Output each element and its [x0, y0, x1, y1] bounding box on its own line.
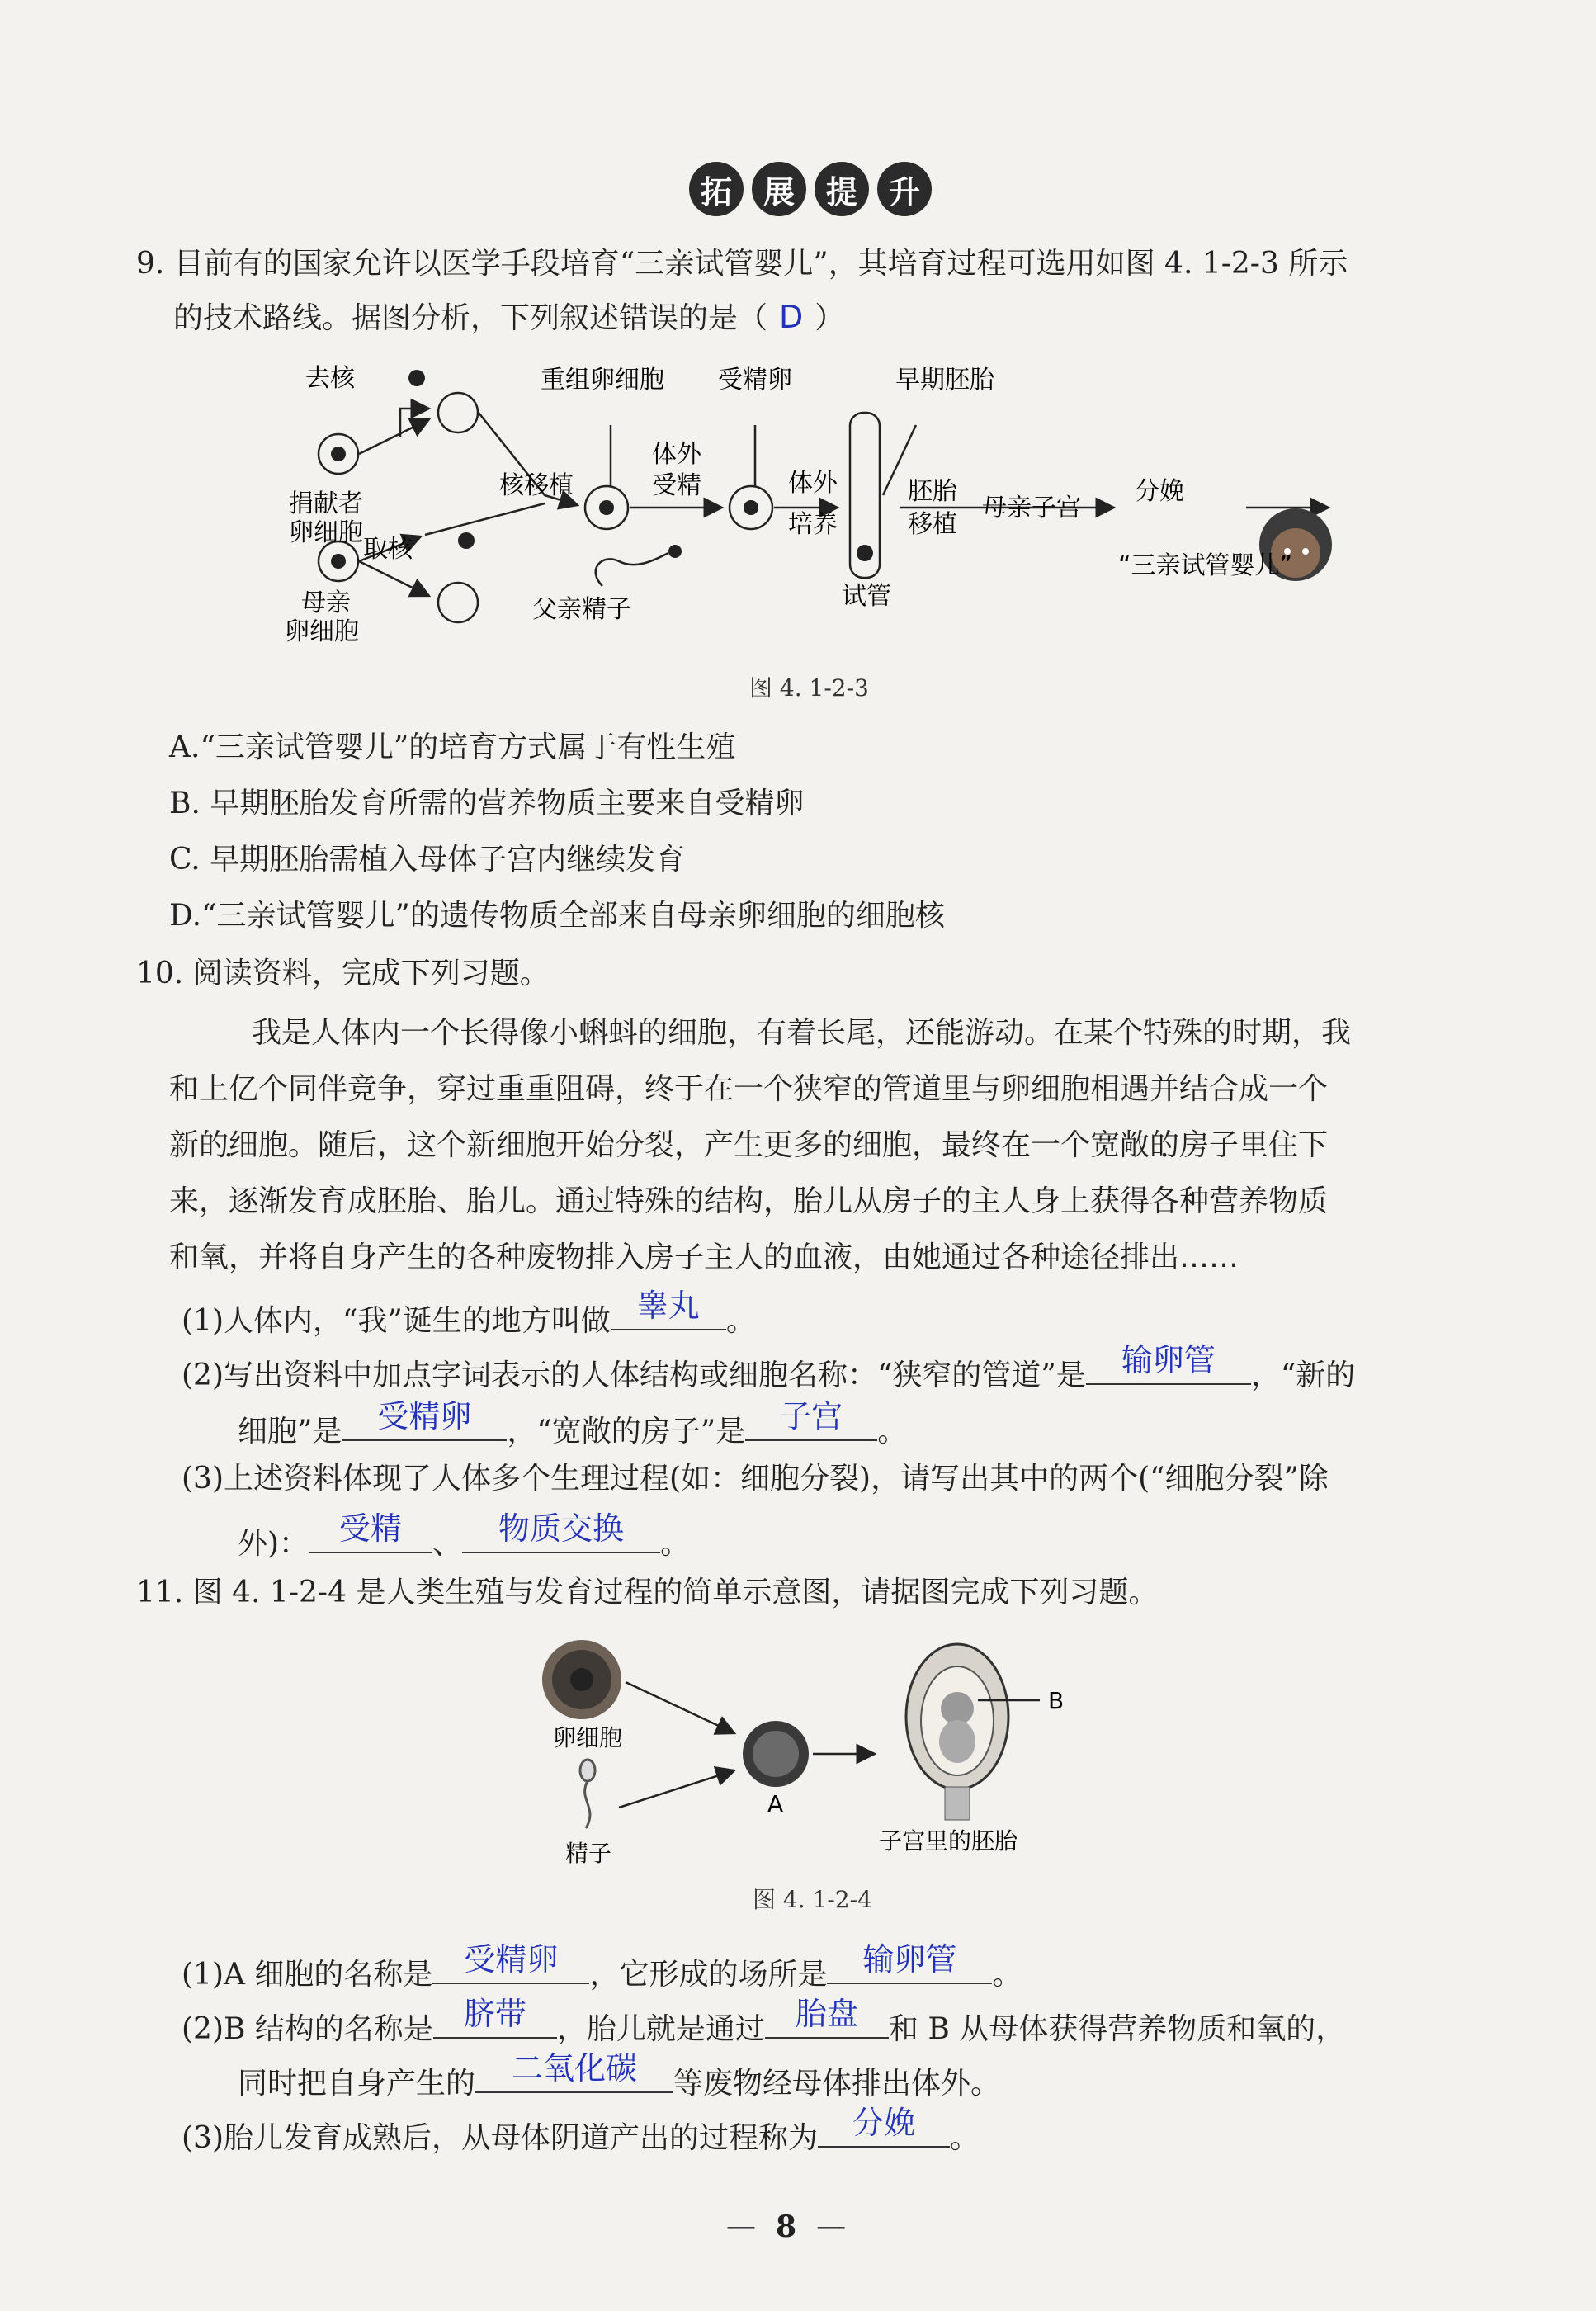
header-char: 提 — [815, 162, 869, 216]
lbl-delivery: 分娩 — [1135, 477, 1184, 506]
q10-s3-end: 。 — [660, 1527, 691, 1561]
lbl-in-vitro-2: 受精 — [652, 471, 701, 500]
answer-blank — [432, 1941, 589, 1984]
q10-s3-sep: 、 — [432, 1527, 463, 1561]
q11-s1-answer2: 输卵管 — [862, 1941, 957, 1978]
header-char: 拓 — [689, 162, 744, 216]
answer-blank — [827, 1941, 992, 1984]
q10-sub2-line2 — [238, 1398, 908, 1452]
q10-sub2-line1 — [182, 1342, 1356, 1396]
lbl-recombined-egg: 重组卵细胞 — [541, 366, 664, 395]
lbl-b: B — [1048, 1687, 1065, 1714]
q10-s3-text: 外)： — [238, 1527, 309, 1561]
q10-s1-text: (1)人体内，“我”诞生的地方叫做 — [182, 1304, 611, 1338]
q10-s3-answer1: 受精 — [339, 1510, 403, 1547]
q11-s2-end: 等废物经母体排出体外。 — [673, 2067, 1001, 2101]
q10-sub3-line2 — [238, 1510, 691, 1564]
q9-answer: D — [779, 299, 804, 335]
lbl-culture-2: 培养 — [788, 510, 838, 539]
passage-text: 里与卵细胞相遇并结合成一个 — [942, 1072, 1329, 1106]
lbl-take-nucleus: 取核 — [363, 535, 413, 564]
zygote-icon — [743, 1721, 809, 1787]
answer-blank — [818, 2105, 950, 2148]
fig-caption-2: 图 4. 1-2-4 — [753, 1886, 872, 1913]
sperm-icon — [580, 1760, 595, 1828]
q11-s3-answer: 分娩 — [852, 2105, 915, 2141]
q9-option-c: C. 早期胚胎需植入母体子宫内继续发育 — [169, 843, 686, 877]
q11-s1-end: 。 — [992, 1958, 1022, 1992]
lbl-uterus: 母亲子宫 — [982, 494, 1081, 522]
q10-sub3-line1: (3)上述资料体现了人体多个生理过程(如：细胞分裂)，请写出其中的两个(“细胞分裂”除 — [182, 1462, 1329, 1496]
lbl-culture-1: 体外 — [788, 469, 838, 498]
egg-cell-icon — [542, 1640, 621, 1719]
dotted-term: 宽敞的房子 • — [1090, 1128, 1239, 1162]
fig-caption-1: 图 4. 1-2-3 — [749, 674, 869, 702]
passage-text: 和上亿个同伴竞争，穿过重重阻碍，终于在一个 — [169, 1072, 794, 1106]
header-char: 升 — [877, 162, 932, 216]
q11-s2-text3: 和 B 从母体获得营养物质和氧的， — [888, 2012, 1346, 2046]
q10-s2-text3: 细胞”是 — [238, 1415, 342, 1449]
answer-blank — [342, 1398, 507, 1441]
lbl-remove-nucleus: 去核 — [305, 364, 355, 393]
q9-option-b: B. 早期胚胎发育所需的营养物质主要来自受精卵 — [169, 787, 805, 820]
q9-stem-end: ） — [815, 301, 845, 335]
q11-s3-text: (3)胎儿发育成熟后，从母体阴道产出的过程称为 — [182, 2121, 818, 2155]
page-number: 8 — [776, 2209, 797, 2244]
answer-blank — [462, 1510, 660, 1553]
passage-line: 和氧，并将自身产生的各种废物排入房子主人的血液，由她通过各种途径排出…… — [169, 1241, 1239, 1274]
dotted-term: 新的细胞 — [169, 1128, 289, 1162]
lbl-transfer-2: 移植 — [908, 510, 957, 539]
answer-blank — [475, 2050, 673, 2093]
answer-blank — [611, 1288, 726, 1330]
q11-s2-text4: 同时把自身产生的 — [238, 2067, 476, 2101]
ivf-diagram — [272, 355, 1362, 652]
footer-dash-right: — — [816, 2209, 847, 2243]
dotted-term: 狭窄的管道 • — [793, 1072, 942, 1106]
q9-line1: 9. 目前有的国家允许以医学手段培育“三亲试管婴儿”，其培育过程可选用如图 4. 1-2-3 所示 — [136, 247, 1348, 281]
q10-s2-text2: ，“新的 — [1250, 1359, 1356, 1392]
lbl-donor-2: 卵细胞 — [289, 518, 363, 547]
section-header — [689, 162, 932, 216]
q11-s1-text2: ，它形成的场所是 — [589, 1958, 828, 1992]
answer-blank — [433, 1996, 557, 2039]
q11-s2-answer1: 脐带 — [463, 1996, 526, 2032]
q11-s2-answer2: 胎盘 — [795, 1996, 858, 2032]
passage-text: 。随后，这个新细胞开始分裂，产生更多的细胞，最终在一个 — [288, 1128, 1091, 1162]
q11-sub1 — [182, 1941, 1022, 1995]
passage-line — [169, 1118, 1457, 1174]
answer-blank — [745, 1398, 877, 1441]
lbl-sperm: 精子 — [565, 1840, 612, 1865]
lbl-mother-1: 母亲 — [301, 588, 351, 617]
uterus-embryo-icon — [906, 1644, 1008, 1820]
passage-line: 来，逐渐发育成胚胎、胎儿。通过特殊的结构，胎儿从房子的主人身上获得各种营养物质 — [169, 1184, 1329, 1218]
lbl-baby: “三亲试管婴儿” — [1118, 551, 1293, 580]
passage-line: 我是人体内一个长得像小蝌蚪的细胞，有着长尾，还能游动。在某个特殊的时期，我 — [252, 1016, 1352, 1050]
passage-line — [169, 1061, 1457, 1118]
q11-s3-end: 。 — [950, 2121, 980, 2155]
q10-s2-answer1: 输卵管 — [1121, 1342, 1216, 1378]
q10-s2-text4: ，“宽敞的房子”是 — [507, 1415, 746, 1449]
header-char: 展 — [752, 162, 806, 216]
lbl-egg: 卵细胞 — [553, 1724, 623, 1751]
q9-stem: 的技术路线。据图分析，下列叙述错误的是（ — [173, 301, 768, 335]
q10-s2-answer2: 受精卵 — [377, 1398, 472, 1434]
q11-sub3 — [182, 2105, 980, 2158]
lbl-a: A — [767, 1790, 784, 1817]
q10-s2-text: (2)写出资料中加点字词表示的人体结构或细胞名称：“狭窄的管道”是 — [182, 1359, 1086, 1392]
q11-s1-answer1: 受精卵 — [464, 1941, 559, 1978]
lbl-test-tube: 试管 — [842, 582, 891, 611]
answer-blank — [765, 1996, 889, 2039]
q10-s1-end: 。 — [725, 1304, 756, 1338]
lbl-in-vitro-1: 体外 — [652, 440, 701, 469]
q10-s1-answer: 睾丸 — [636, 1288, 700, 1324]
q11-s2-answer3: 二氧化碳 — [512, 2050, 638, 2087]
q10-s2-answer3: 子宫 — [780, 1398, 843, 1434]
lbl-mother-2: 卵细胞 — [285, 617, 359, 646]
lbl-embryo: 子宫里的胚胎 — [879, 1827, 1018, 1855]
reproduction-diagram — [528, 1634, 1122, 1865]
passage-text: 里住下 — [1239, 1128, 1329, 1162]
q10-s2-end: 。 — [877, 1415, 908, 1449]
q9-line2 — [173, 297, 844, 338]
q9-option-a: A.“三亲试管婴儿”的培育方式属于有性生殖 — [169, 730, 736, 764]
lbl-nuclear-transfer: 核移植 — [499, 471, 574, 500]
page-footer — [726, 2207, 846, 2247]
q10-sub1 — [182, 1288, 756, 1341]
lbl-early-embryo: 早期胚胎 — [895, 366, 994, 395]
answer-blank — [1086, 1342, 1251, 1385]
q10-passage — [169, 1005, 1457, 1286]
lbl-father-sperm: 父亲精子 — [532, 595, 631, 624]
answer-blank — [309, 1510, 432, 1553]
q11-s2-text2: ，胎儿就是通过 — [556, 2012, 765, 2046]
q11-sub2-line2 — [238, 2050, 1001, 2104]
lbl-fertilized-egg: 受精卵 — [718, 366, 792, 395]
enucleated-egg — [438, 393, 478, 432]
q9-option-d: D.“三亲试管婴儿”的遗传物质全部来自母亲卵细胞的细胞核 — [169, 899, 945, 933]
q11-title: 11. 图 4. 1-2-4 是人类生殖与发育过程的简单示意图，请据图完成下列习题。 — [136, 1576, 1159, 1609]
cytoplasm-remains — [438, 583, 478, 622]
lbl-transfer-1: 胚胎 — [908, 477, 957, 506]
footer-dash-left: — — [726, 2209, 756, 2243]
q11-s2-text: (2)B 结构的名称是 — [182, 2012, 433, 2046]
q11-sub2-line1 — [182, 1996, 1346, 2049]
q11-s1-text: (1)A 细胞的名称是 — [182, 1958, 433, 1992]
q10-title: 10. 阅读资料，完成下列习题。 — [136, 957, 550, 990]
lbl-donor-1: 捐献者 — [289, 489, 363, 518]
q10-s3-answer2: 物质交换 — [498, 1510, 625, 1547]
